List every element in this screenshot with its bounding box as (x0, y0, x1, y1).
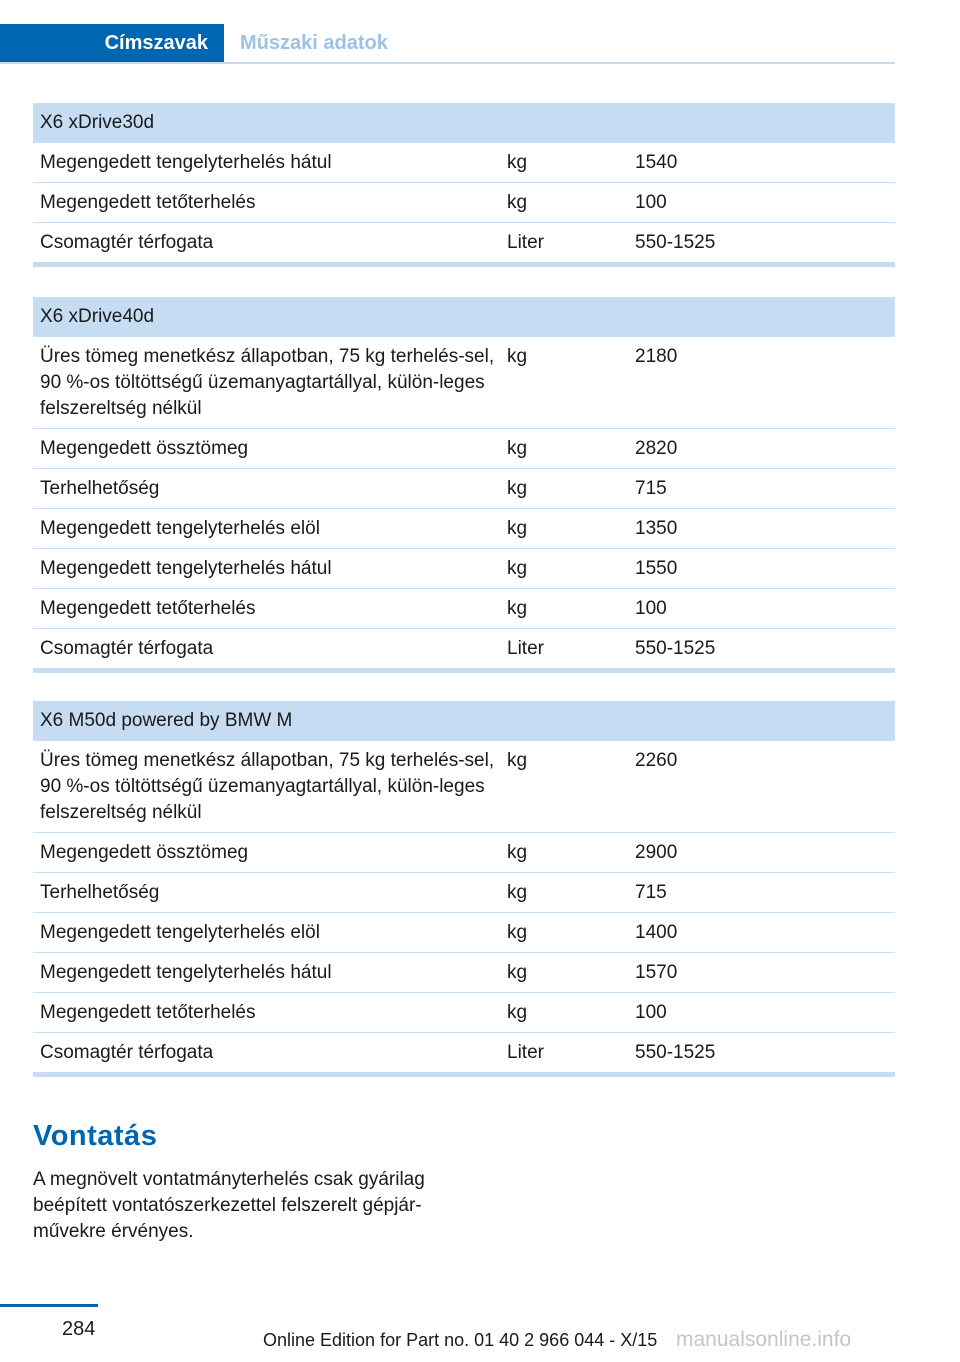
row-unit: kg (507, 922, 528, 943)
section-body: A megnövelt vontatmányterhelés csak gyárilag beépített vontatószerkezettel felszerelt gépjár-művekre érvényes. (33, 1169, 425, 1242)
row-label: Üres tömeg menetkész állapotban, 75 kg terhelés-sel, 90 %-os töltöttségű üzemanyagtartállyal, külön-leges felszereltség nélkül (40, 750, 495, 823)
table-row (33, 913, 895, 953)
page-number: 284 (62, 1318, 96, 1340)
row-label: Megengedett tengelyterhelés elöl (40, 518, 320, 539)
table-row (33, 1033, 895, 1072)
table-row (33, 143, 895, 183)
table-row (33, 993, 895, 1033)
row-unit: kg (507, 152, 528, 173)
row-label: Megengedett tengelyterhelés elöl (40, 922, 320, 943)
table-row (33, 509, 895, 549)
row-value: 550-1525 (635, 1042, 716, 1063)
row-label: Üres tömeg menetkész állapotban, 75 kg terhelés-sel, 90 %-os töltöttségű üzemanyagtartállyal, külön-leges felszereltség nélkül (40, 346, 495, 419)
row-unit: kg (507, 478, 528, 499)
table-end-rule (33, 262, 895, 267)
row-value: 715 (635, 478, 667, 499)
table-row (33, 183, 895, 223)
spec-table-xdrive30d (33, 103, 895, 267)
row-unit: kg (507, 346, 528, 367)
row-value: 2820 (635, 438, 678, 459)
table-title: X6 xDrive30d (33, 103, 895, 143)
row-unit: kg (507, 598, 528, 619)
row-label: Megengedett tetőterhelés (40, 1002, 256, 1023)
row-value: 2900 (635, 842, 678, 863)
table-row (33, 873, 895, 913)
row-value: 1540 (635, 152, 678, 173)
row-unit: Liter (507, 232, 544, 253)
row-value: 100 (635, 192, 667, 213)
edition-note: Online Edition for Part no. 01 40 2 966 044 - X/15 (263, 1330, 658, 1350)
table-row (33, 629, 895, 668)
row-value: 100 (635, 1002, 667, 1023)
row-value: 2180 (635, 346, 678, 367)
row-unit: Liter (507, 638, 544, 659)
table-row (33, 741, 895, 833)
row-unit: kg (507, 192, 528, 213)
row-value: 2260 (635, 750, 678, 771)
spec-table-xdrive40d (33, 297, 895, 673)
row-label: Terhelhetőség (40, 882, 160, 903)
footer-rule (0, 1304, 98, 1307)
spec-table-m50d (33, 701, 895, 1077)
row-label: Megengedett össztömeg (40, 842, 249, 863)
row-value: 1350 (635, 518, 678, 539)
row-label: Megengedett tetőterhelés (40, 598, 256, 619)
table-end-rule (33, 668, 895, 673)
watermark: manualsonline.info (676, 1328, 852, 1351)
row-unit: kg (507, 438, 528, 459)
row-unit: kg (507, 962, 528, 983)
table-row (33, 953, 895, 993)
table-row (33, 549, 895, 589)
row-label: Megengedett tengelyterhelés hátul (40, 152, 332, 173)
table-end-rule (33, 1072, 895, 1077)
row-value: 550-1525 (635, 638, 716, 659)
table-title: X6 xDrive40d (33, 297, 895, 337)
row-unit: kg (507, 882, 528, 903)
table-row (33, 469, 895, 509)
row-label: Csomagtér térfogata (40, 638, 214, 659)
row-label: Csomagtér térfogata (40, 232, 214, 253)
table-title: X6 M50d powered by BMW M (33, 701, 895, 741)
row-label: Megengedett tetőterhelés (40, 192, 256, 213)
row-unit: Liter (507, 1042, 544, 1063)
row-unit: kg (507, 750, 528, 771)
table-row (33, 337, 895, 429)
table-row (33, 429, 895, 469)
section-title: Vontatás (33, 1120, 158, 1152)
tab-technical-data[interactable]: Műszaki adatok (240, 32, 388, 54)
row-value: 715 (635, 882, 667, 903)
row-label: Megengedett tengelyterhelés hátul (40, 558, 332, 579)
tab-bar (0, 24, 895, 64)
table-row (33, 223, 895, 262)
row-value: 1570 (635, 962, 678, 983)
tab-keywords[interactable]: Címszavak (0, 24, 224, 62)
row-value: 1400 (635, 922, 678, 943)
row-unit: kg (507, 518, 528, 539)
row-unit: kg (507, 842, 528, 863)
row-unit: kg (507, 558, 528, 579)
table-row (33, 833, 895, 873)
table-row (33, 589, 895, 629)
row-value: 100 (635, 598, 667, 619)
row-label: Terhelhetőség (40, 478, 160, 499)
row-label: Megengedett tengelyterhelés hátul (40, 962, 332, 983)
row-value: 1550 (635, 558, 678, 579)
row-unit: kg (507, 1002, 528, 1023)
row-value: 550-1525 (635, 232, 716, 253)
row-label: Csomagtér térfogata (40, 1042, 214, 1063)
row-label: Megengedett össztömeg (40, 438, 249, 459)
